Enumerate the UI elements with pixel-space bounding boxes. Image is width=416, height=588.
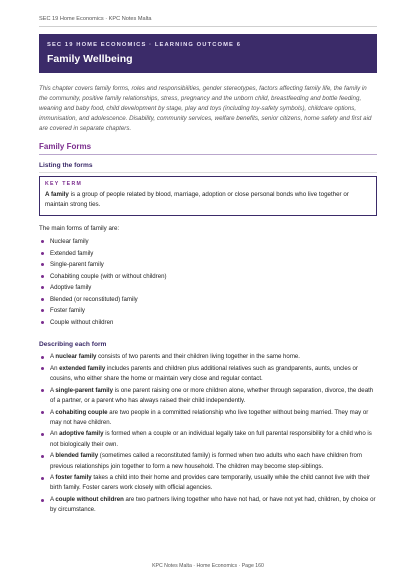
key-term-text	[45, 190, 371, 210]
definition-prefix: A	[50, 496, 56, 504]
bullet-icon	[41, 367, 44, 370]
list-item	[39, 248, 339, 260]
definition-item	[39, 451, 377, 471]
bullet-icon	[41, 389, 44, 392]
definition-item	[39, 408, 377, 428]
definitions-list	[39, 352, 377, 517]
list-item	[39, 236, 339, 248]
list-item-text: Foster family	[50, 307, 85, 314]
definition-prefix: A	[50, 408, 56, 416]
definition-prefix: A	[50, 474, 56, 482]
bullet-icon	[41, 411, 44, 414]
subsection-divider	[39, 172, 377, 173]
definition-item	[39, 352, 377, 362]
definition-term: couple without children	[55, 496, 124, 504]
list-item-text: Blended (or reconstituted) family	[50, 295, 138, 303]
bullet-icon	[41, 356, 44, 359]
bullet-icon	[41, 252, 44, 255]
header-divider	[39, 26, 377, 27]
definition-prefix: A	[50, 353, 56, 360]
list-item-text: Couple without children	[50, 318, 114, 326]
chapter-title: Family Wellbeing	[47, 53, 133, 65]
page-footer: KPC Notes Malta · Home Economics · Page 160	[152, 563, 264, 569]
list-item-text: Adoptive family	[50, 284, 92, 291]
bullet-icon	[41, 263, 44, 266]
list-item	[39, 271, 339, 283]
key-term-box	[39, 176, 377, 216]
subsection-heading-listing: Listing the forms	[39, 162, 93, 169]
bullet-icon	[41, 309, 44, 312]
definition-term: cohabiting couple	[55, 408, 108, 416]
definition-text: includes parents and children plus additional relatives such as grandparents, aunts, uncles or cousins, who either share the home or maintain very close and regular contact.	[50, 364, 358, 382]
definition-item	[39, 495, 377, 515]
bullet-icon	[41, 477, 44, 480]
definition-item	[39, 386, 377, 406]
definition-term: single-parent family	[55, 386, 113, 394]
running-head: SEC 19 Home Economics · KPC Notes Malta	[39, 16, 152, 22]
definition-prefix: A	[50, 386, 56, 394]
bullet-icon	[41, 455, 44, 458]
key-term-label: KEY TERM	[45, 181, 83, 187]
list-item-text: Single-parent family	[50, 261, 104, 268]
bullet-icon	[41, 321, 44, 324]
bullet-icon	[41, 433, 44, 436]
definition-item	[39, 429, 377, 449]
definition-text: is formed when a couple or an individual legally take on full parental responsibility for a child who is not biologically their own.	[50, 430, 372, 448]
list-item	[39, 259, 339, 271]
bullet-icon	[41, 286, 44, 289]
forms-intro: The main forms of family are:	[39, 225, 120, 232]
bullet-icon	[41, 275, 44, 278]
definition-prefix: A	[50, 452, 56, 460]
section-title: Family Forms	[39, 142, 92, 151]
chapter-intro: This chapter covers family forms, roles and responsibilities, gender stereotypes, factors affecting family life, the family in the community, positive family relationships, stress, pregnancy and the unborn child, breastfeeding and bottle feeding, weaning and baby food, child development by stage, play and toys (including toy-safety symbols), childcare options, immunisation, and adolescence. Disability, community services, welfare benefits, senior citizens, home safety and first aid are covered in separate chapters.	[39, 85, 372, 133]
list-item-text: Extended family	[50, 249, 94, 257]
definition-term: blended family	[55, 452, 99, 460]
definition-text: consists of two parents and their children living together in the same home.	[96, 353, 300, 360]
banner-eyebrow: SEC 19 HOME ECONOMICS · LEARNING OUTCOME 6	[47, 42, 242, 48]
list-item	[39, 294, 339, 306]
definition-prefix: An	[50, 364, 60, 372]
definition-prefix: An	[50, 430, 60, 438]
list-item	[39, 317, 339, 329]
definition-term: adoptive family	[59, 430, 104, 438]
definition-item	[39, 364, 377, 384]
definition-term: nuclear family	[55, 353, 97, 360]
bullet-icon	[41, 298, 44, 301]
chapter-banner	[39, 34, 377, 73]
definition-item	[39, 473, 377, 493]
list-item-text: Nuclear family	[50, 238, 89, 245]
definition-text: are two people in a committed relationship who live together without being married. They may or may not have children.	[50, 408, 369, 426]
definition-text: is one parent raising one or more children alone, whether through separation, divorce, the death of a partner, or a parent who has always raised their child independently.	[50, 386, 374, 404]
key-term-definition: is a group of people related by blood, marriage, adoption or close personal bonds who live together or maintain strong ties.	[45, 191, 349, 208]
section-divider	[39, 154, 377, 155]
bullet-icon	[41, 240, 44, 243]
definition-text: takes a child into their home and provides care temporarily, usually while the child cannot live with their birth family. Foster carers work closely with official agencies.	[50, 474, 370, 492]
definition-term: foster family	[55, 474, 92, 482]
bullet-icon	[41, 499, 44, 502]
definition-text: are two partners living together who have not had, or have not yet had, children, by choice or by circumstance.	[50, 496, 376, 514]
list-item	[39, 305, 339, 317]
key-term-word: A family	[45, 191, 69, 198]
family-forms-list	[39, 236, 339, 328]
definition-text: (sometimes called a reconstituted family) is formed when two adults who each have children from previous relationships join together to form a new household. The children may become step-siblings.	[50, 452, 362, 470]
list-item-text: Cohabiting couple (with or without children)	[50, 272, 167, 280]
list-item	[39, 282, 339, 294]
subsection-heading-describing: Describing each form	[39, 341, 107, 348]
definition-term: extended family	[59, 364, 106, 372]
